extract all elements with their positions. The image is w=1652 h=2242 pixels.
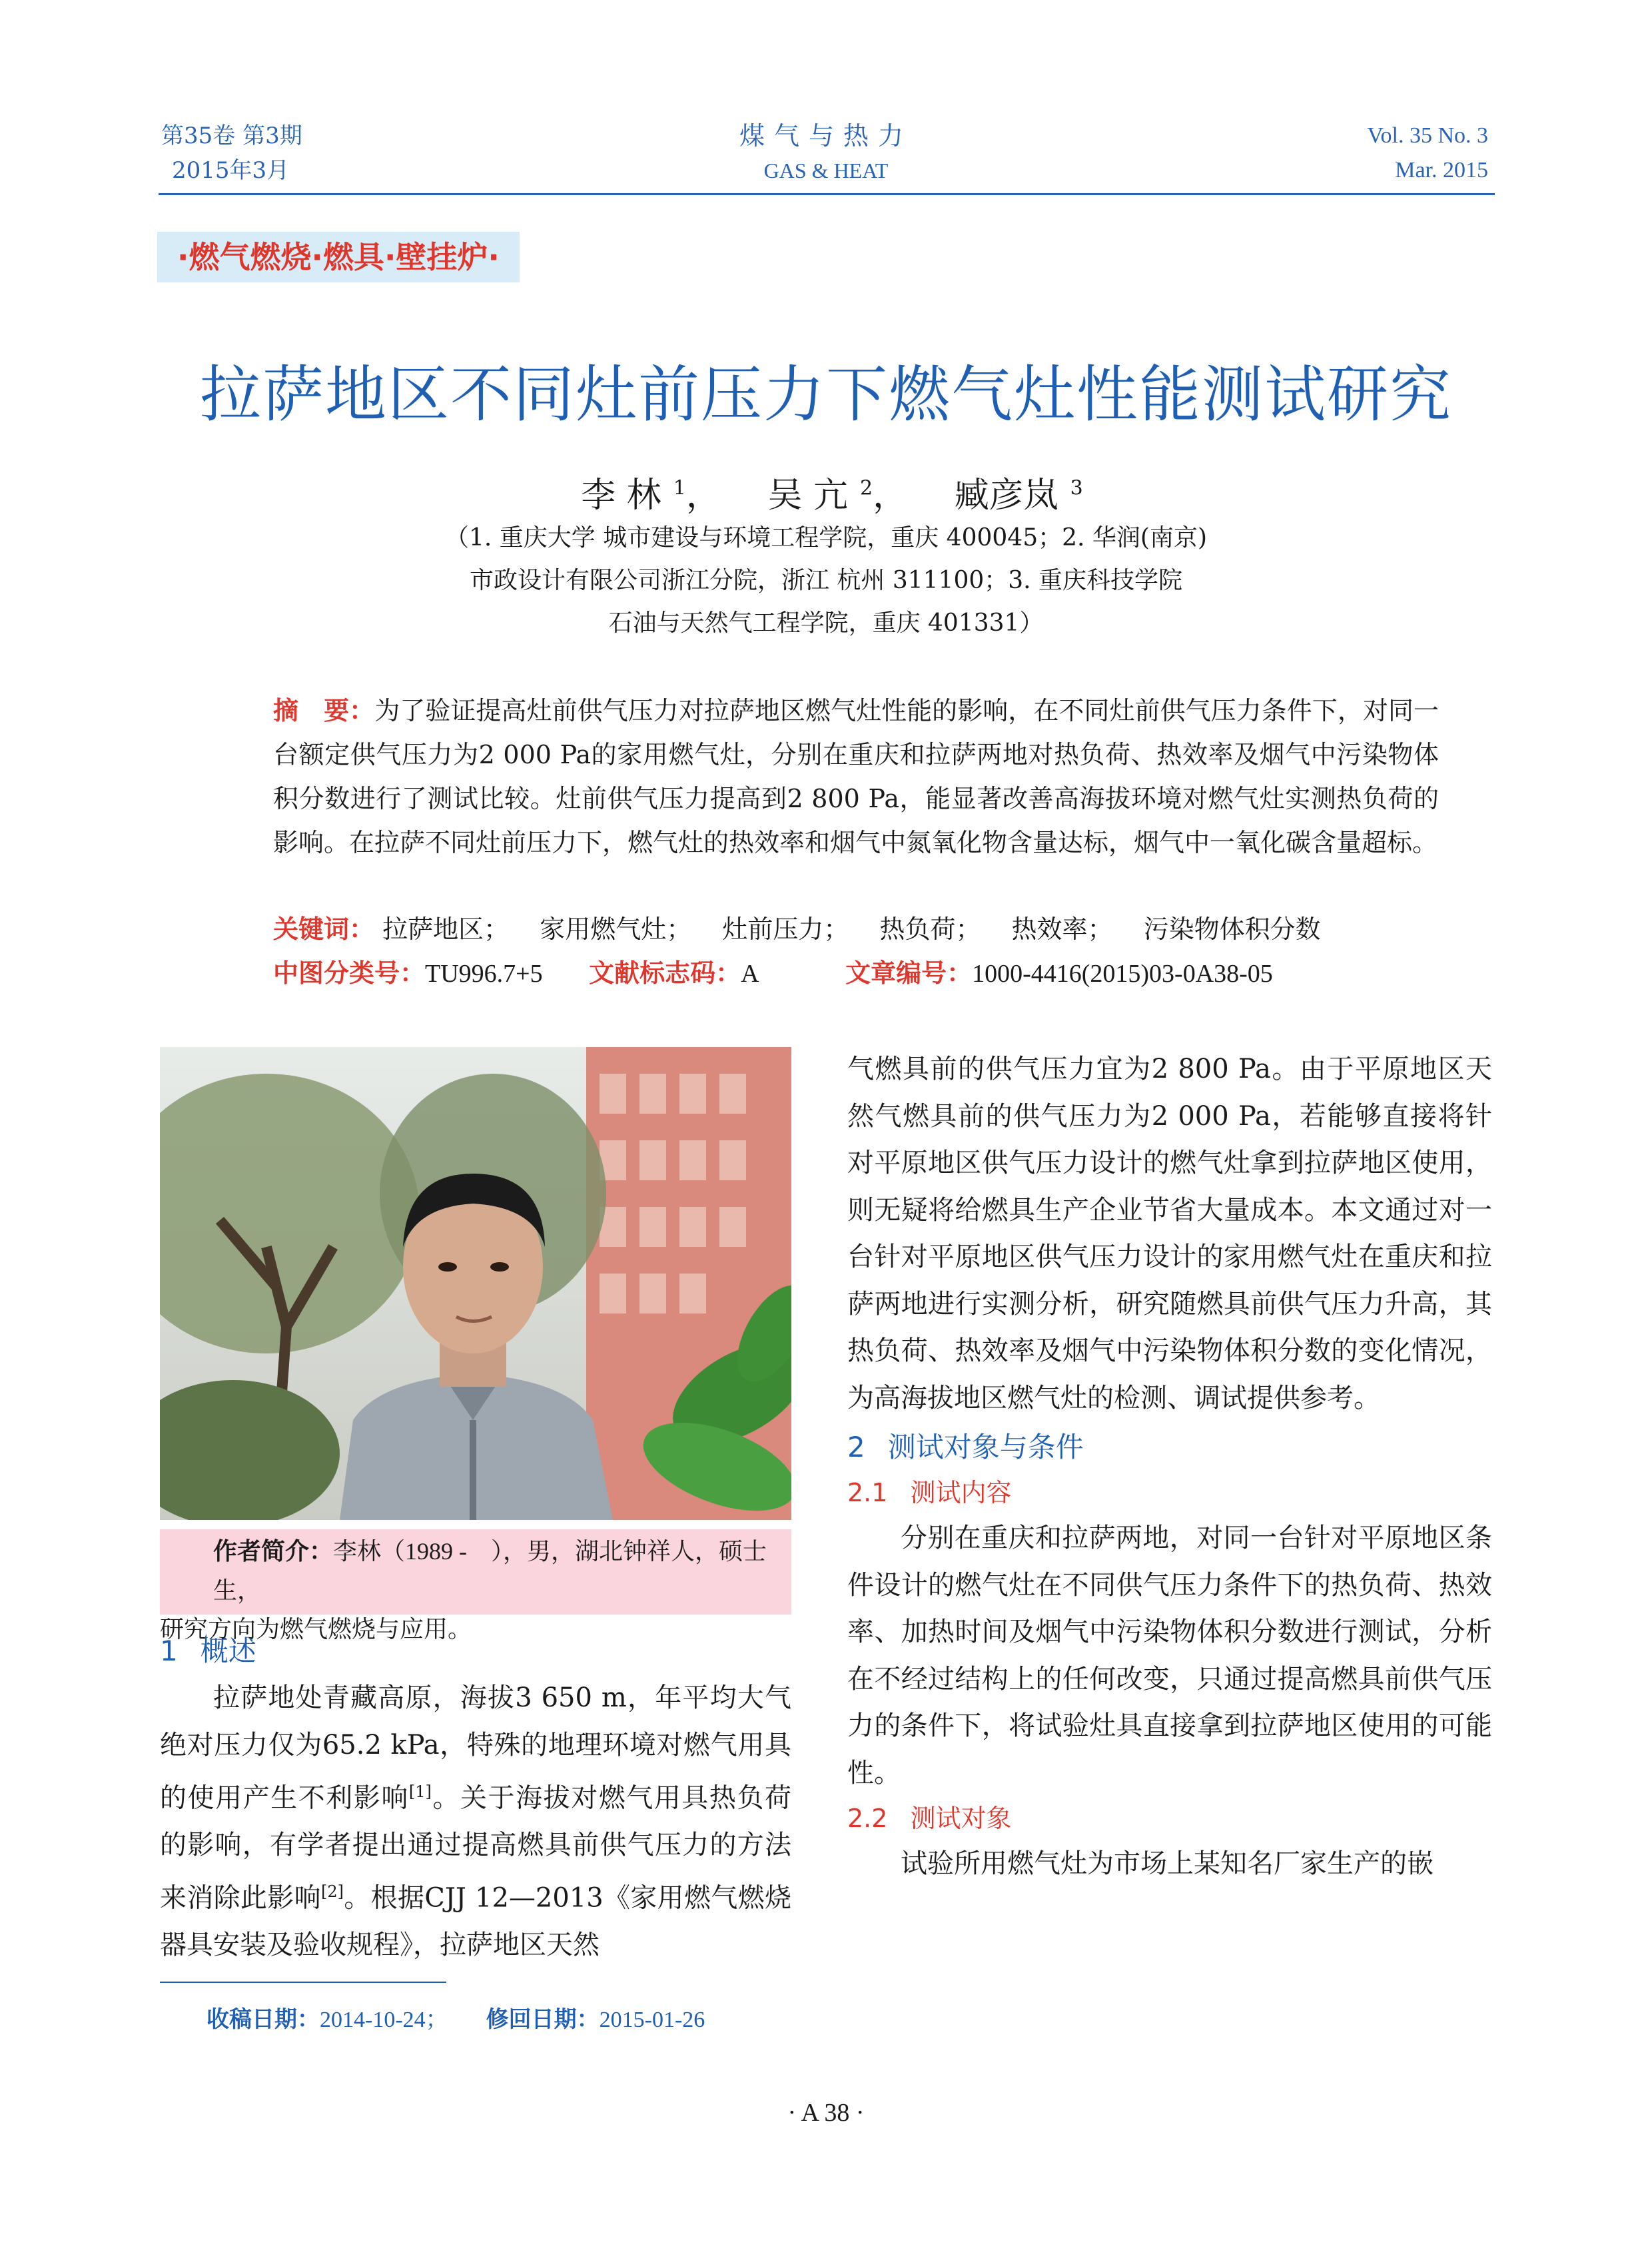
footnote-dates [206,2002,705,2038]
author-photo [160,1047,791,1520]
received-date: 2014-10-24； [320,2008,448,2032]
paper-title: 拉萨地区不同灶前压力下燃气灶性能测试研究 [199,359,1452,430]
bio-text-line2: 研究方向为燃气燃烧与应用。 [160,1616,472,1643]
page-number: · A 38 · [787,2099,865,2127]
citation: [1] [408,1782,432,1801]
paragraph: 拉萨地处青藏高原，海拔3 650 m，年平均大气绝对压力仅为65.2 kPa，特殊的地理环境对燃气用具的使用产生不利影响[1]。关于海拔对燃气用具热负荷的影响，有学者提出通过提高燃具前供气压力的方法来消除此影响[2]。根据CJJ 12—2013《家用燃气燃烧器具安装及验收规程》，拉萨地区天然 [160,1682,792,1961]
section-label: ·燃气燃烧·燃具·壁挂炉· [157,232,520,282]
author-bio [160,1529,791,1643]
footnote-divider [160,1982,446,1983]
doc-code-value: A [741,960,759,988]
article-no-value: 1000-4416(2015)03-0A38-05 [972,960,1273,988]
article-no-label: 文章编号： [845,958,973,988]
paragraph: 气燃具前的供气压力宜为2 800 Pa。由于平原地区天然气燃具前的供气压力为2 000 Pa，若能够直接将针对平原地区供气压力设计的燃气灶拿到拉萨地区使用，则无疑将给燃具生产企业节省大量成本。本文通过对一台针对平原地区供气压力设计的家用燃气灶在重庆和拉萨两地进行实测分析，研究随燃具前供气压力升高，其热负荷、热效率及烟气中污染物体积分数的变化情况，为高海拔地区燃气灶的检测、调试提供参考。 [847,1054,1492,1413]
journal-name-cn: 煤气与热力 [739,121,913,151]
keyword: 拉萨地区； [382,915,510,944]
keywords-label: 关键词： [273,915,375,944]
left-column [160,1628,791,1969]
issue-date-cn: 2015年3月 [172,157,290,184]
citation: [2] [320,1882,344,1902]
subsection-heading: 2.1 测试内容 [847,1478,1012,1507]
section-heading: 2 测试对象与条件 [847,1431,1084,1463]
journal-issue-info [161,119,302,188]
affiliation-line: 市政设计有限公司浙江分院，浙江 杭州 311100；3. 重庆科技学院 [469,567,1183,594]
received-label: 收稿日期： [206,2006,320,2033]
issue-date-en: Mar. 2015 [1395,158,1488,183]
right-column [847,1046,1492,1888]
affiliation-line: （1. 重庆大学 城市建设与环境工程学院，重庆 400045；2. 华润(南京) [445,524,1207,552]
revised-date: 2015-01-26 [599,2008,705,2032]
author: 吴 亢 $^2$， [767,476,908,516]
abstract-text: 为了验证提高灶前供气压力对拉萨地区燃气灶性能的影响，在不同灶前供气压力条件下，对同一台额定供气压力为2 000 Pa的家用燃气灶，分别在重庆和拉萨两地对热负荷、热效率及烟气中污染物体积分数进行了测试比较。灶前供气压力提高到2 800 Pa，能显著改善高海拔环境对燃气灶实测热负荷的影响。在拉萨不同灶前压力下，燃气灶的热效率和烟气中氮氧化物含量达标，烟气中一氧化碳含量超标。 [273,696,1439,857]
journal-name-en: GAS & HEAT [763,159,889,183]
keywords [273,907,1439,951]
abstract [273,689,1439,865]
doc-code-label: 文献标志码： [589,958,741,988]
author-list [0,462,1652,522]
clc-label: 中图分类号： [273,958,426,988]
keyword: 热负荷； [879,915,981,944]
classification-info [273,951,1472,996]
subsection-heading: 2.2 测试对象 [847,1804,1012,1833]
bio-text-line1: 李林（1989 - ），男，湖北钟祥人，硕士生， [213,1538,767,1604]
keyword: 灶前压力； [722,915,849,944]
author-photo-image [160,1047,791,1520]
keyword: 家用燃气灶； [540,915,692,944]
author: 臧彦岚 $^3$ [954,476,1083,516]
affiliations [0,517,1652,645]
journal-issue-info-en [1367,119,1488,188]
paragraph: 分别在重庆和拉萨两地，对同一台针对平原地区条件设计的燃气灶在不同供气压力条件下的热负荷、热效率、加热时间及烟气中污染物体积分数进行测试，分析在不经过结构上的任何改变，只通过提高燃具前供气压力的条件下，将试验灶具直接拿到拉萨地区使用的可能性。 [847,1523,1492,1788]
keyword: 污染物体积分数 [1143,915,1321,944]
revised-label: 修回日期： [486,2006,600,2033]
bio-label: 作者简介： [213,1538,334,1565]
keyword: 热效率； [1011,915,1113,944]
paragraph: 试验所用燃气灶为市场上某知名厂家生产的嵌 [901,1848,1434,1879]
section-heading: 1 概述 [160,1635,256,1667]
author: 李 林 $^1$， [581,476,721,516]
volume-issue: 第35卷 第3期 [161,123,302,149]
volume-issue-en: Vol. 35 No. 3 [1367,123,1488,148]
journal-name [666,119,986,188]
clc-value: TU996.7+5 [425,960,543,988]
affiliation-line: 石油与天然气工程学院，重庆 401331） [608,609,1044,637]
abstract-label: 摘 要： [273,696,375,725]
header-divider [159,193,1495,195]
